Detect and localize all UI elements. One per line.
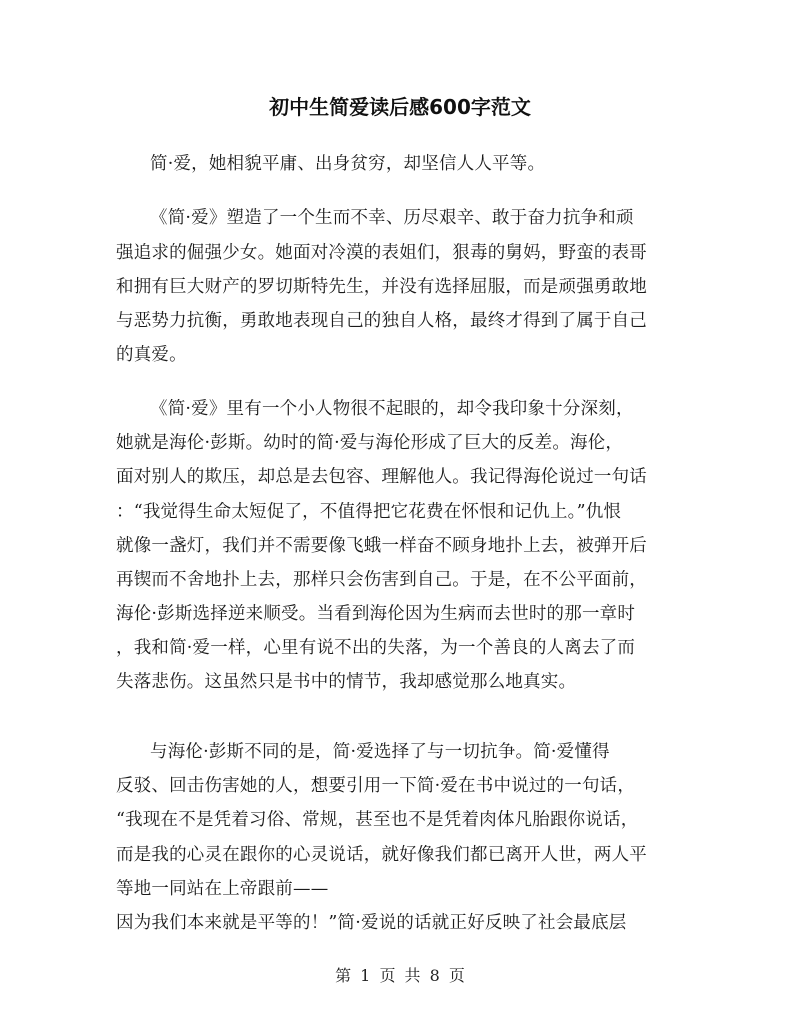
paragraph-4-line-1: 与海伦·彭斯不同的是，简·爱选择了与一切抗争。简·爱懂得 — [150, 742, 610, 762]
paragraph-2-line-1: 《简·爱》塑造了一个生而不幸、历尽艰辛、敢于奋力抗争和顽 — [150, 208, 634, 228]
paragraph-3-line-6: 再锲而不舍地扑上去，那样只会伤害到自己。于是，在不公平面前， — [116, 570, 647, 590]
paragraph-4-line-5: 等地一同站在上帝跟前—— — [116, 879, 329, 899]
paragraph-2-line-5: 的真爱。 — [116, 345, 187, 365]
page-number-footer: 第 1 页 共 8 页 — [335, 966, 465, 985]
paragraph-4-line-2: 反驳、回击伤害她的人，想要引用一下简·爱在书中说过的一句话， — [116, 776, 636, 796]
paragraph-3-line-4: ：“我觉得生命太短促了，不值得把它花费在怀恨和记仇上。”仇恨 — [116, 502, 622, 522]
paragraph-2-line-3: 和拥有巨大财产的罗切斯特先生，并没有选择屈服，而是顽强勇敢地 — [116, 277, 647, 297]
paragraph-3-line-8: ，我和简·爱一样，心里有说不出的失落，为一个善良的人离去了而 — [116, 638, 636, 658]
paragraph-4-line-4: 而是我的心灵在跟你的心灵说话，就好像我们都已离开人世，两人平 — [116, 845, 647, 865]
paragraph-3-line-1: 《简·爱》里有一个小人物很不起眼的，却令我印象十分深刻， — [150, 399, 634, 419]
document-title: 初中生简爱读后感600字范文 — [269, 95, 531, 119]
paragraph-3-line-2: 她就是海伦·彭斯。幼时的简·爱与海伦形成了巨大的反差。海伦， — [116, 433, 624, 453]
paragraph-4-line-3: “我现在不是凭着习俗、常规，甚至也不是凭着肉体凡胎跟你说话， — [116, 810, 639, 830]
paragraph-3-line-3: 面对别人的欺压，却总是去包容、理解他人。我记得海伦说过一句话 — [116, 467, 647, 487]
paragraph-2-line-4: 与恶势力抗衡，勇敢地表现自己的独自人格，最终才得到了属于自己 — [116, 311, 647, 331]
paragraph-1-line-1: 简·爱，她相貌平庸、出身贫穷，却坚信人人平等。 — [150, 154, 546, 174]
paragraph-2-line-2: 强追求的倔强少女。她面对冷漠的表姐们，狠毒的舅妈，野蛮的表哥 — [116, 243, 647, 263]
paragraph-3-line-9: 失落悲伤。这虽然只是书中的情节，我却感觉那么地真实。 — [116, 672, 577, 692]
paragraph-3-line-5: 就像一盏灯，我们并不需要像飞蛾一样奋不顾身地扑上去，被弹开后 — [116, 536, 647, 556]
paragraph-4-line-6: 因为我们本来就是平等的！”简·爱说的话就正好反映了社会最底层 — [116, 913, 627, 933]
paragraph-3-line-7: 海伦·彭斯选择逆来顺受。当看到海伦因为生病而去世时的那一章时 — [116, 604, 636, 624]
